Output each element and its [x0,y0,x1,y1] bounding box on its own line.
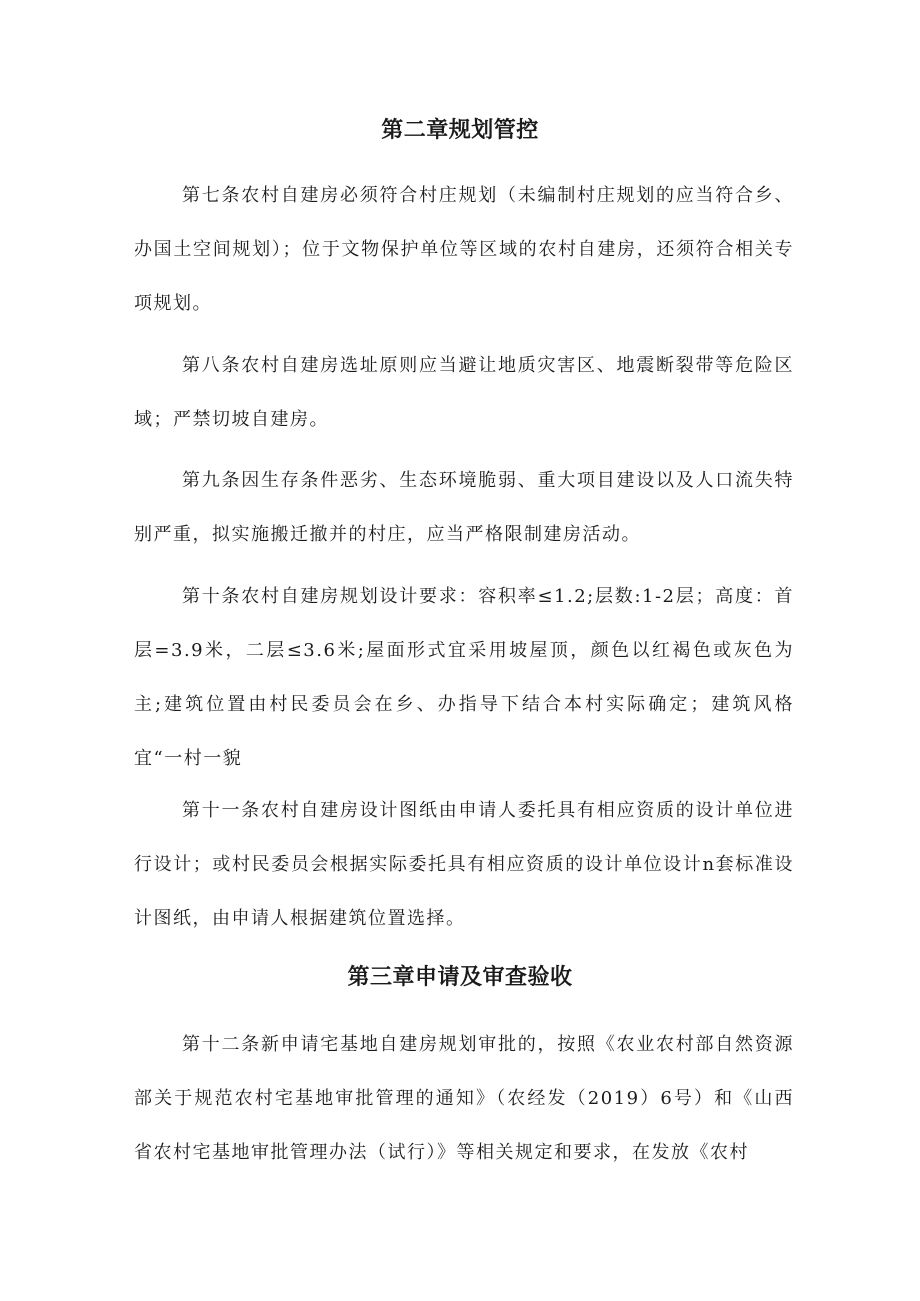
article-8: 第八条农村自建房选址原则应当避让地质灾害区、地震断裂带等危险区域；严禁切坡自建房。 [134,355,794,430]
article-9: 第九条因生存条件恶劣、生态环境脆弱、重大项目建设以及人口流失特别严重，拟实施搬迁撤并的村庄，应当严格限制建房活动。 [134,470,794,545]
article-12: 第十二条新申请宅基地自建房规划审批的，按照《农业农村部自然资源部关于规范农村宅基地审批管理的通知》（农经发（2019）6号）和《山西省农村宅基地审批管理办法（试行）》等相关规定和要求，在发放《农村 [134,1034,794,1163]
chapter-2-title: 第二章规划管控 [381,118,539,143]
article-7: 第七条农村自建房必须符合村庄规划（未编制村庄规划的应当符合乡、办国土空间规划）；位于文物保护单位等区域的农村自建房，还须符合相关专项规划。 [134,185,794,314]
article-11: 第十一条农村自建房设计图纸由申请人委托具有相应资质的设计单位进行设计；或村民委员会根据实际委托具有相应资质的设计单位设计n套标准设计图纸，由申请人根据建筑位置选择。 [134,800,794,929]
article-10: 第十条农村自建房规划设计要求：容积率≤1.2;层数:1-2层；高度：首层=3.9米，二层≤3.6米;屋面形式宜采用坡屋顶，颜色以红褐色或灰色为主;建筑位置由村民委员会在乡、办指导下结合本村实际确定；建筑风格宜“一村一貌 [134,586,794,769]
chapter-3-title: 第三章申请及审查验收 [347,965,573,990]
